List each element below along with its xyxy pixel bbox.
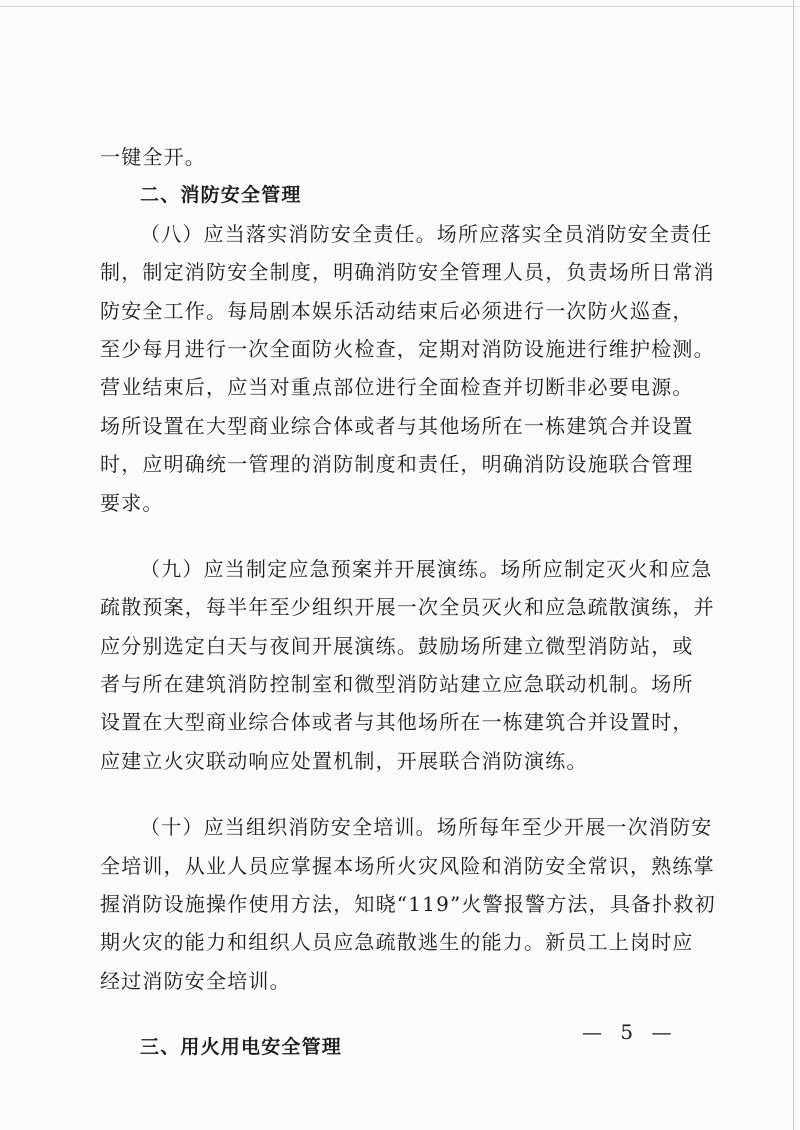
paragraph-8-line: 要求。: [100, 490, 164, 515]
paragraph-8-line: 制，制定消防安全制度，明确消防安全管理人员，负责场所日常消: [100, 260, 715, 285]
paragraph-9-line: 应分别选定白天与夜间开展演练。鼓励场所建立微型消防站，或: [100, 633, 694, 658]
paragraph-8-line: 场所设置在大型商业综合体或者与其他场所在一栋建筑合并设置: [100, 413, 694, 438]
paragraph-10-line: 期火灾的能力和组织人员应急疏散逃生的能力。新员工上岗时应: [100, 930, 694, 955]
paragraph-9-line: 疏散预案，每半年至少组织开展一次全员灭火和应急疏散演练，并: [100, 595, 715, 620]
paragraph-9-line: 应建立火灾联动响应处置机制，开展联合消防演练。: [100, 748, 588, 773]
paragraph-10-line: 全培训，从业人员应掌握本场所火灾风险和消防安全常识，熟练掌: [100, 853, 715, 878]
paragraph-8-line: 防安全工作。每局剧本娱乐活动结束后必须进行一次防火巡查，: [100, 298, 694, 323]
paragraph-10-line: 握消防设施操作使用方法，知晓“119”火警报警方法，具备扑救初: [100, 892, 716, 917]
paragraph-10-line: （十）应当组织消防安全培训。场所每年至少开展一次消防安: [140, 815, 713, 840]
paragraph-10-line: 经过消防安全培训。: [100, 968, 291, 993]
section-heading-3: 三、用火用电安全管理: [140, 1036, 343, 1059]
scan-edge-right: [793, 0, 794, 1130]
page-number: — 5 —: [582, 1020, 678, 1044]
paragraph-8-line: 至少每月进行一次全面防火检查，定期对消防设施进行维护检测。: [100, 336, 715, 361]
body-text: [100, 138, 716, 1067]
scan-edge-top: [0, 6, 800, 7]
paragraph-9-line: 者与所在建筑消防控制室和微型消防站建立应急联动机制。场所: [100, 672, 694, 697]
paragraph-8-line: 时，应明确统一管理的消防制度和责任，明确消防设施联合管理: [100, 452, 694, 477]
paragraph-9-line: （九）应当制定应急预案并开展演练。场所应制定灭火和应急: [140, 556, 713, 581]
paragraph-8-line: 营业结束后，应当对重点部位进行全面检查并切断非必要电源。: [100, 375, 694, 400]
paragraph-9-line: 设置在大型商业综合体或者与其他场所在一栋建筑合并设置时，: [100, 710, 694, 735]
paragraph-line: 一键全开。: [100, 145, 206, 169]
section-heading-2: 二、消防安全管理: [140, 184, 302, 207]
paragraph-8-line: （八）应当落实消防安全责任。场所应落实全员消防安全责任: [140, 221, 713, 246]
